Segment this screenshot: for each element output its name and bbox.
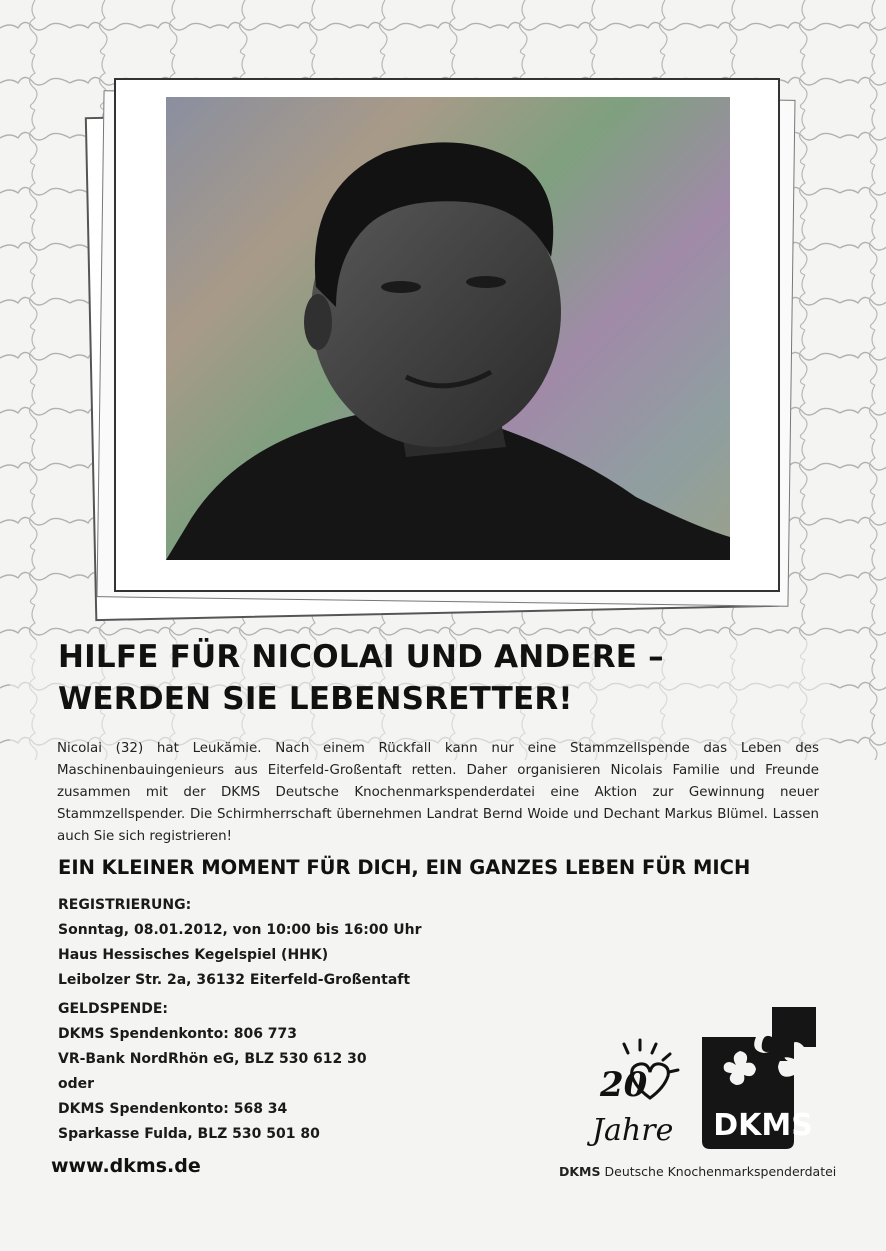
website-link[interactable]: www.dkms.de xyxy=(51,1155,201,1177)
dkms-logo xyxy=(700,1003,826,1149)
registration-address: Leibolzer Str. 2a, 36132 Eiterfeld-Großentaft xyxy=(58,972,411,988)
registration-venue: Haus Hessisches Kegelspiel (HHK) xyxy=(58,947,329,963)
organization-long: Deutsche Knochenmarkspenderdatei xyxy=(604,1164,837,1179)
headline-line-1: HILFE FÜR NICOLAI UND ANDERE – xyxy=(58,639,664,675)
anniversary-logo xyxy=(578,1036,698,1156)
intro-paragraph: Nicolai (32) hat Leukämie. Nach einem Rückfall kann nur eine Stammzellspende das Leben des Maschinenbauingenieurs aus Eiterfeld-Großentaft retten. Daher organisieren Nicolais Familie und Freunde zusammen mit der DKMS Deutsche Knochenmarkspenderdatei eine Aktion zur Gewinnung neuer Stammzellspender. Die Schirmherrschaft übernehmen Landrat Bernd Woide und Dechant Markus Blümel. Lassen auch Sie sich registrieren! xyxy=(57,741,819,844)
dkms-logo-text: DKMS xyxy=(713,1108,813,1143)
donation-bank-1: VR-Bank NordRhön eG, BLZ 530 612 30 xyxy=(58,1051,367,1067)
donation-account-1: DKMS Spendenkonto: 806 773 xyxy=(58,1026,298,1042)
headline-line-2: WERDEN SIE LEBENSRETTER! xyxy=(58,681,573,717)
organization-name xyxy=(559,1164,836,1179)
donation-account-2: DKMS Spendenkonto: 568 34 xyxy=(58,1101,288,1117)
organization-short: DKMS xyxy=(559,1164,601,1179)
registration-heading: REGISTRIERUNG: xyxy=(58,897,192,913)
event-info xyxy=(58,893,478,1147)
slogan: EIN KLEINER MOMENT FÜR DICH, EIN GANZES LEBEN FÜR MICH xyxy=(58,856,751,879)
donation-bank-2: Sparkasse Fulda, BLZ 530 501 80 xyxy=(58,1126,320,1142)
anniversary-word: Jahre xyxy=(592,1113,674,1148)
portrait-silhouette xyxy=(166,97,730,560)
portrait-photo xyxy=(166,97,730,560)
anniversary-number: 20 xyxy=(600,1065,648,1105)
donation-heading: GELDSPENDE: xyxy=(58,1001,169,1017)
registration-date: Sonntag, 08.01.2012, von 10:00 bis 16:00 Uhr xyxy=(58,922,422,938)
headline xyxy=(58,636,778,720)
donation-or: oder xyxy=(58,1076,95,1092)
